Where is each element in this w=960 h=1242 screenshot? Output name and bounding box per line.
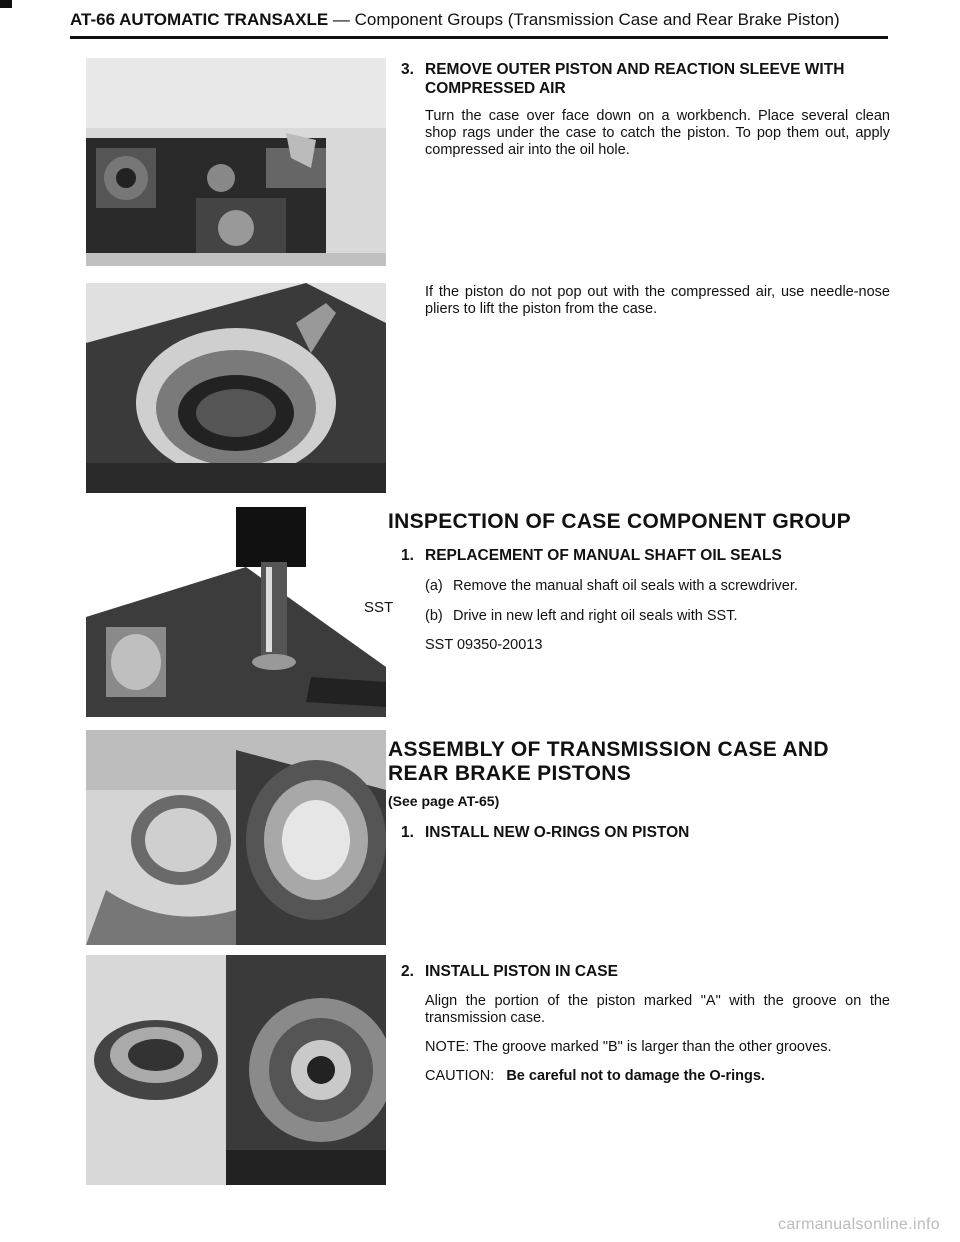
photo-sst-oil-seal (86, 507, 386, 717)
step-title: INSTALL NEW O-RINGS ON PISTON (425, 824, 690, 841)
photo-piston-removal (86, 283, 386, 493)
step-title: INSTALL PISTON IN CASE (425, 963, 618, 980)
assembly-step-1 (401, 823, 890, 842)
assembly-heading-line1: ASSEMBLY OF TRANSMISSION CASE AND (388, 738, 829, 761)
section-inspection (401, 546, 890, 654)
assembly-heading-line2: REAR BRAKE PISTONS (388, 762, 632, 785)
page-corner-mark (0, 0, 12, 8)
caution-paragraph (425, 1068, 890, 1085)
caution-label: CAUTION: (425, 1068, 495, 1084)
substep-text: Remove the manual shaft oil seals with a screwdriver. (453, 578, 798, 594)
header-rule (70, 36, 888, 39)
inspection-step-1 (401, 546, 890, 565)
substep-a (425, 577, 890, 595)
watermark: carmanualsonline.info (778, 1216, 940, 1233)
step-number: 1. (401, 824, 414, 841)
step-number: 1. (401, 547, 414, 564)
photo-case-top (86, 58, 386, 266)
substep-label: (a) (425, 578, 443, 594)
photo-piston-install (86, 955, 386, 1185)
page-code: AT-66 (70, 10, 116, 29)
figure-sst-label: SST (364, 599, 394, 616)
substep-label: (b) (425, 608, 443, 624)
header-bold-title: AUTOMATIC TRANSAXLE (119, 10, 329, 29)
section-install-piston (401, 962, 890, 1085)
assembly-heading (388, 738, 829, 786)
step-number: 2. (401, 963, 414, 980)
step-2-paragraph: Align the portion of the piston marked "A" with the groove on the transmission case. (425, 993, 890, 1026)
page-header (70, 10, 840, 30)
sst-number: SST 09350-20013 (425, 637, 543, 653)
header-subtitle: — Component Groups (Transmission Case and Rear Brake Piston) (328, 10, 840, 29)
section-remove-piston (401, 60, 890, 159)
photo-orings-piston (86, 730, 386, 945)
step-3-paragraph: Turn the case over face down on a workbench. Place several clean shop rags under the case to catch the piston. To pop them out, apply compressed air into the oil hole. (425, 108, 890, 158)
inspection-heading: INSPECTION OF CASE COMPONENT GROUP (388, 510, 851, 533)
section-remove-piston-note (425, 284, 890, 318)
substep-text: Drive in new left and right oil seals with SST. (453, 608, 738, 624)
step-3-heading (401, 60, 890, 98)
step-number: 3. (401, 61, 414, 78)
see-page-reference: (See page AT-65) (388, 793, 500, 809)
step-3-pliers-paragraph: If the piston do not pop out with the compressed air, use needle-nose pliers to lift the piston from the case. (425, 284, 890, 317)
section-assembly (388, 793, 890, 842)
assembly-step-2 (401, 962, 890, 981)
step-title: REPLACEMENT OF MANUAL SHAFT OIL SEALS (425, 547, 782, 564)
note-paragraph: NOTE: The groove marked "B" is larger than the other grooves. (425, 1039, 832, 1055)
caution-text: Be careful not to damage the O-rings. (506, 1068, 765, 1084)
substep-b (425, 607, 890, 625)
step-title: REMOVE OUTER PISTON AND REACTION SLEEVE WITH COMPRESSED AIR (425, 61, 845, 97)
